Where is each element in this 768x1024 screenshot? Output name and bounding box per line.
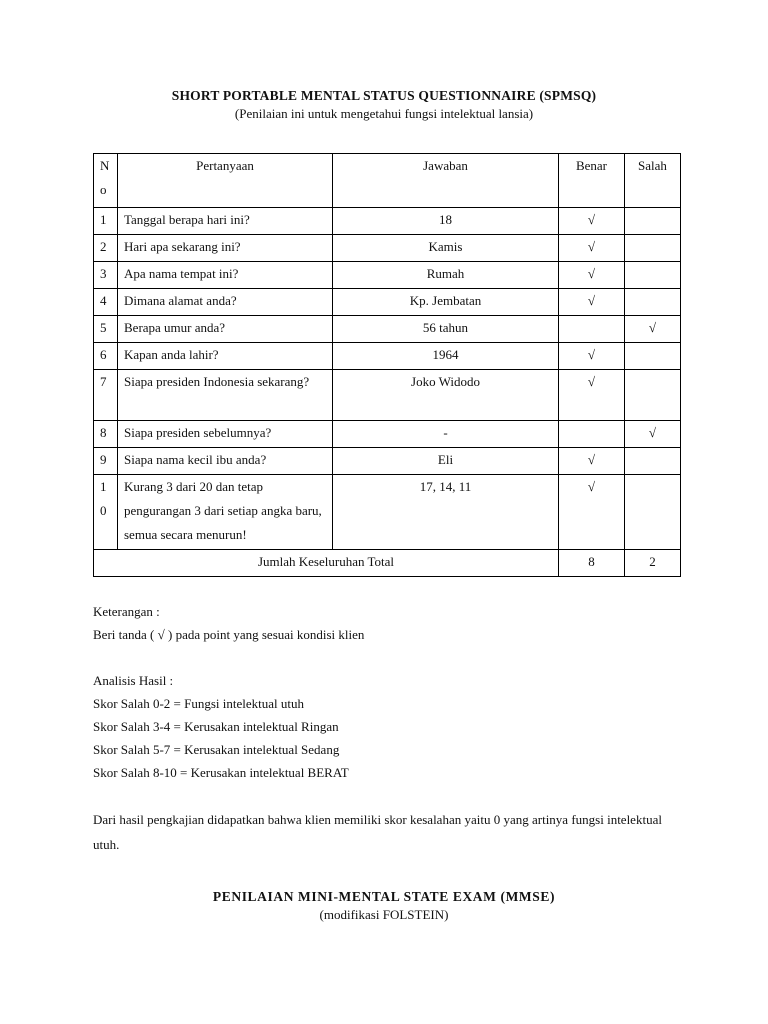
- row-no: 1 0: [94, 475, 118, 550]
- row-wrong-mark: [625, 370, 681, 421]
- row-question: Siapa nama kecil ibu anda?: [118, 448, 333, 475]
- total-correct: 8: [559, 550, 625, 577]
- table-row: [94, 316, 681, 343]
- row-answer: Joko Widodo: [333, 370, 559, 421]
- row-question: Tanggal berapa hari ini?: [118, 208, 333, 235]
- row-no: 3: [94, 262, 118, 289]
- mmse-subtitle: (modifikasi FOLSTEIN): [319, 907, 449, 922]
- row-answer: 18: [333, 208, 559, 235]
- analysis-heading: Analisis Hasil :: [93, 673, 174, 688]
- header-correct: Benar: [559, 154, 625, 208]
- row-wrong-mark: [625, 208, 681, 235]
- row-correct-mark: √: [559, 343, 625, 370]
- total-label: Jumlah Keseluruhan Total: [94, 550, 559, 577]
- total-wrong: 2: [625, 550, 681, 577]
- notes-instruction: Beri tanda ( √ ) pada point yang sesuai kondisi klien: [93, 627, 365, 642]
- row-wrong-mark: [625, 343, 681, 370]
- notes-section: [93, 600, 693, 784]
- spmsq-table: [93, 153, 681, 577]
- row-answer: 56 tahun: [333, 316, 559, 343]
- table-row: [94, 370, 681, 421]
- row-correct-mark: √: [559, 235, 625, 262]
- score-line: Skor Salah 0-2 = Fungsi intelektual utuh: [93, 696, 304, 711]
- row-answer: -: [333, 421, 559, 448]
- table-row: [94, 289, 681, 316]
- row-correct-mark: [559, 316, 625, 343]
- row-answer: Rumah: [333, 262, 559, 289]
- row-wrong-mark: [625, 475, 681, 550]
- score-line: Skor Salah 3-4 = Kerusakan intelektual Ringan: [93, 719, 339, 734]
- table-row: [94, 448, 681, 475]
- notes-heading: Keterangan :: [93, 604, 160, 619]
- row-no: 7: [94, 370, 118, 421]
- row-answer: 1964: [333, 343, 559, 370]
- row-no: 4: [94, 289, 118, 316]
- row-question: Berapa umur anda?: [118, 316, 333, 343]
- row-question: Siapa presiden Indonesia sekarang?: [118, 370, 333, 421]
- row-question: Siapa presiden sebelumnya?: [118, 421, 333, 448]
- row-correct-mark: √: [559, 475, 625, 550]
- header-question: Pertanyaan: [118, 154, 333, 208]
- score-line: Skor Salah 8-10 = Kerusakan intelektual BERAT: [93, 765, 349, 780]
- row-correct-mark: √: [559, 208, 625, 235]
- table-row: [94, 262, 681, 289]
- table-row: [94, 208, 681, 235]
- row-no: 6: [94, 343, 118, 370]
- header-no: N o: [94, 154, 118, 208]
- table-row: [94, 475, 681, 550]
- row-correct-mark: √: [559, 370, 625, 421]
- row-no: 2: [94, 235, 118, 262]
- score-line: Skor Salah 5-7 = Kerusakan intelektual Sedang: [93, 742, 340, 757]
- row-no: 8: [94, 421, 118, 448]
- row-correct-mark: √: [559, 448, 625, 475]
- header-wrong: Salah: [625, 154, 681, 208]
- spmsq-title: SHORT PORTABLE MENTAL STATUS QUESTIONNAIRE (SPMSQ): [171, 88, 597, 103]
- row-question: Hari apa sekarang ini?: [118, 235, 333, 262]
- table-total-row: [94, 550, 681, 577]
- row-wrong-mark: [625, 448, 681, 475]
- row-answer: Kamis: [333, 235, 559, 262]
- row-correct-mark: [559, 421, 625, 448]
- row-answer: 17, 14, 11: [333, 475, 559, 550]
- row-no: 5: [94, 316, 118, 343]
- table-row: [94, 421, 681, 448]
- row-question: Apa nama tempat ini?: [118, 262, 333, 289]
- row-answer: Eli: [333, 448, 559, 475]
- row-no: 1: [94, 208, 118, 235]
- table-row: [94, 343, 681, 370]
- row-no: 9: [94, 448, 118, 475]
- row-correct-mark: √: [559, 262, 625, 289]
- row-wrong-mark: [625, 235, 681, 262]
- spmsq-subtitle: (Penilaian ini untuk mengetahui fungsi intelektual lansia): [234, 106, 534, 121]
- row-question: Dimana alamat anda?: [118, 289, 333, 316]
- row-wrong-mark: [625, 289, 681, 316]
- row-correct-mark: √: [559, 289, 625, 316]
- table-header-row: [94, 154, 681, 208]
- table-row: [94, 235, 681, 262]
- row-wrong-mark: [625, 262, 681, 289]
- conclusion-paragraph: Dari hasil pengkajian didapatkan bahwa klien memiliki skor kesalahan yaitu 0 yang artinya fungsi intelektual utuh.: [93, 812, 662, 852]
- header-answer: Jawaban: [333, 154, 559, 208]
- row-wrong-mark: √: [625, 316, 681, 343]
- row-answer: Kp. Jembatan: [333, 289, 559, 316]
- row-wrong-mark: √: [625, 421, 681, 448]
- row-question: Kurang 3 dari 20 dan tetap pengurangan 3 dari setiap angka baru, semua secara menurun!: [118, 475, 333, 550]
- mmse-title: PENILAIAN MINI-MENTAL STATE EXAM (MMSE): [212, 889, 556, 904]
- row-question: Kapan anda lahir?: [118, 343, 333, 370]
